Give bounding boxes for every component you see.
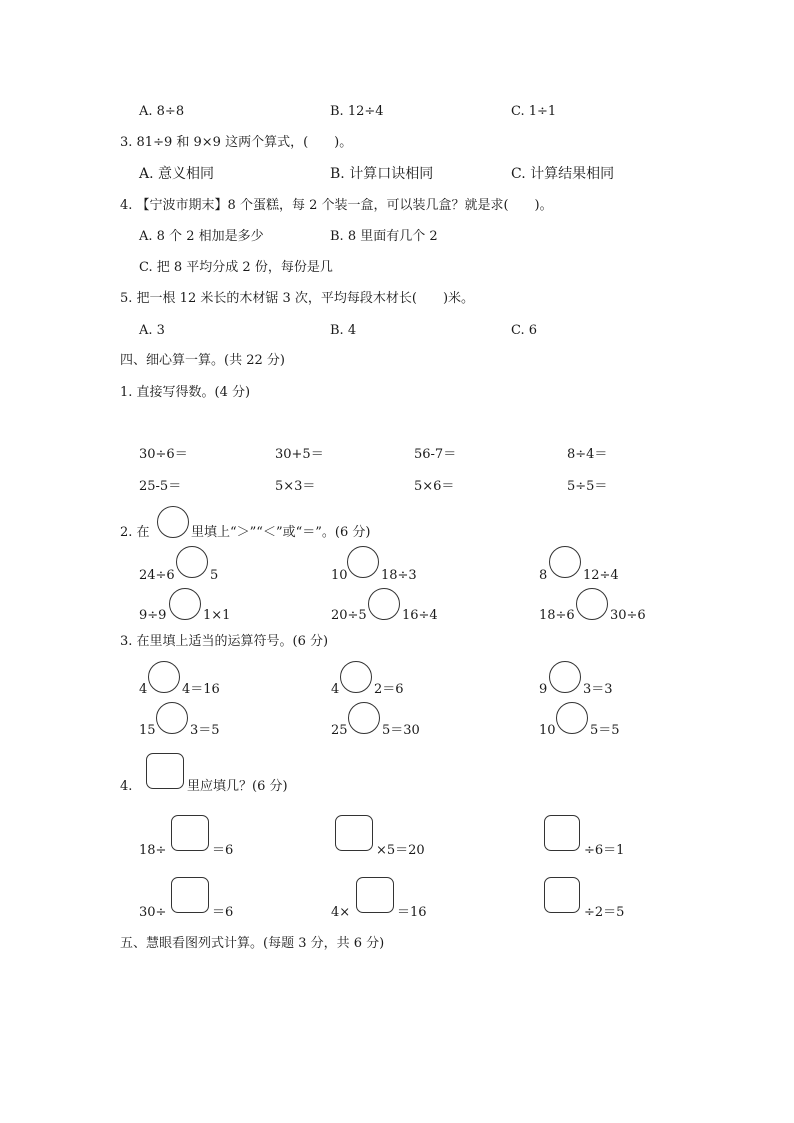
calc-item: 30+5＝ <box>275 447 324 462</box>
operator-left: 10 <box>539 723 556 738</box>
section-4-title: 四、细心算一算。(共 22 分) <box>120 353 285 368</box>
q4-option-a: A. 8 个 2 相加是多少 <box>139 229 264 244</box>
compare-left: 24÷6 <box>139 568 175 583</box>
operator-left: 9 <box>539 682 548 697</box>
calc-item: 25-5＝ <box>139 479 182 494</box>
operator-left: 4 <box>139 682 148 697</box>
fill-right: ＝6 <box>212 843 234 858</box>
compare-right: 5 <box>210 568 219 583</box>
fill-right: ＝16 <box>397 905 427 920</box>
answer-box[interactable] <box>171 877 209 913</box>
answer-circle[interactable] <box>549 546 581 578</box>
q4-option-c: C. 把 8 平均分成 2 份，每份是几 <box>139 260 333 275</box>
answer-box[interactable] <box>146 753 184 789</box>
operator-right: 5＝5 <box>590 723 620 738</box>
operator-right: 2＝6 <box>374 682 404 697</box>
operator-left: 25 <box>331 723 348 738</box>
fill-right: ×5＝20 <box>376 843 425 858</box>
answer-circle[interactable] <box>347 546 379 578</box>
answer-box[interactable] <box>544 815 580 851</box>
calc-item: 5×3＝ <box>275 479 316 494</box>
part-1-title: 1. 直接写得数。(4 分) <box>120 385 251 400</box>
q2-option-c: C. 1÷1 <box>511 104 557 119</box>
part-4-title-suffix: 里应填几？(6 分) <box>187 779 288 794</box>
q2-option-b: B. 12÷4 <box>330 104 384 119</box>
compare-right: 12÷4 <box>583 568 619 583</box>
operator-left: 15 <box>139 723 156 738</box>
operator-right: 4＝16 <box>182 682 220 697</box>
q5-stem: 5. 把一根 12 米长的木材锯 3 次，平均每段木材长( )米。 <box>120 291 475 306</box>
compare-left: 20÷5 <box>331 608 367 623</box>
answer-circle[interactable] <box>368 588 400 620</box>
q4-stem: 4. 【宁波市期末】8 个蛋糕，每 2 个装一盒，可以装几盒？就是求( )。 <box>120 198 553 213</box>
q2-option-a: A. 8÷8 <box>139 104 185 119</box>
fill-right: ＝6 <box>212 905 234 920</box>
calc-item: 8÷4＝ <box>567 447 608 462</box>
section-5-title: 五、慧眼看图列式计算。(每题 3 分，共 6 分) <box>120 936 385 951</box>
operator-right: 3＝5 <box>190 723 220 738</box>
compare-left: 18÷6 <box>539 608 575 623</box>
fill-right: ÷6＝1 <box>584 843 625 858</box>
operator-left: 4 <box>331 682 340 697</box>
compare-left: 10 <box>331 568 348 583</box>
q5-option-a: A. 3 <box>139 323 165 338</box>
answer-circle[interactable] <box>340 661 372 693</box>
answer-circle[interactable] <box>156 702 188 734</box>
answer-circle[interactable] <box>169 588 201 620</box>
compare-right: 18÷3 <box>381 568 417 583</box>
q3-stem: 3. 81÷9 和 9×9 这两个算式，( )。 <box>120 135 353 150</box>
fill-left: 4× <box>331 905 351 920</box>
compare-right: 16÷4 <box>402 608 438 623</box>
operator-right: 5＝30 <box>382 723 420 738</box>
fill-left: 18÷ <box>139 843 167 858</box>
answer-circle[interactable] <box>157 506 189 538</box>
answer-circle[interactable] <box>348 702 380 734</box>
answer-circle[interactable] <box>576 588 608 620</box>
compare-left: 9÷9 <box>139 608 167 623</box>
part-4-title-prefix: 4. <box>120 779 133 794</box>
calc-item: 56-7＝ <box>414 447 457 462</box>
calc-item: 5×6＝ <box>414 479 455 494</box>
compare-left: 8 <box>539 568 548 583</box>
answer-box[interactable] <box>171 815 209 851</box>
operator-right: 3＝3 <box>583 682 613 697</box>
answer-circle[interactable] <box>176 546 208 578</box>
compare-right: 1×1 <box>203 608 231 623</box>
q3-option-c: C. 计算结果相同 <box>511 166 615 182</box>
calc-item: 30÷6＝ <box>139 447 188 462</box>
q3-option-b: B. 计算口诀相同 <box>330 166 434 182</box>
part-2-title-suffix: 里填上“＞”“＜”或“＝”。(6 分) <box>191 525 371 540</box>
q5-option-c: C. 6 <box>511 323 538 338</box>
answer-box[interactable] <box>356 877 394 913</box>
calc-item: 5÷5＝ <box>567 479 608 494</box>
answer-circle[interactable] <box>549 661 581 693</box>
answer-circle[interactable] <box>148 661 180 693</box>
part-3-title: 3. 在里填上适当的运算符号。(6 分) <box>120 634 329 649</box>
fill-right: ÷2＝5 <box>584 905 625 920</box>
fill-left: 30÷ <box>139 905 167 920</box>
answer-box[interactable] <box>335 815 373 851</box>
compare-right: 30÷6 <box>610 608 646 623</box>
q3-option-a: A. 意义相同 <box>139 166 215 182</box>
q5-option-b: B. 4 <box>330 323 357 338</box>
part-2-title-prefix: 2. 在 <box>120 525 150 540</box>
q4-option-b: B. 8 里面有几个 2 <box>330 229 438 244</box>
answer-box[interactable] <box>544 877 580 913</box>
answer-circle[interactable] <box>556 702 588 734</box>
